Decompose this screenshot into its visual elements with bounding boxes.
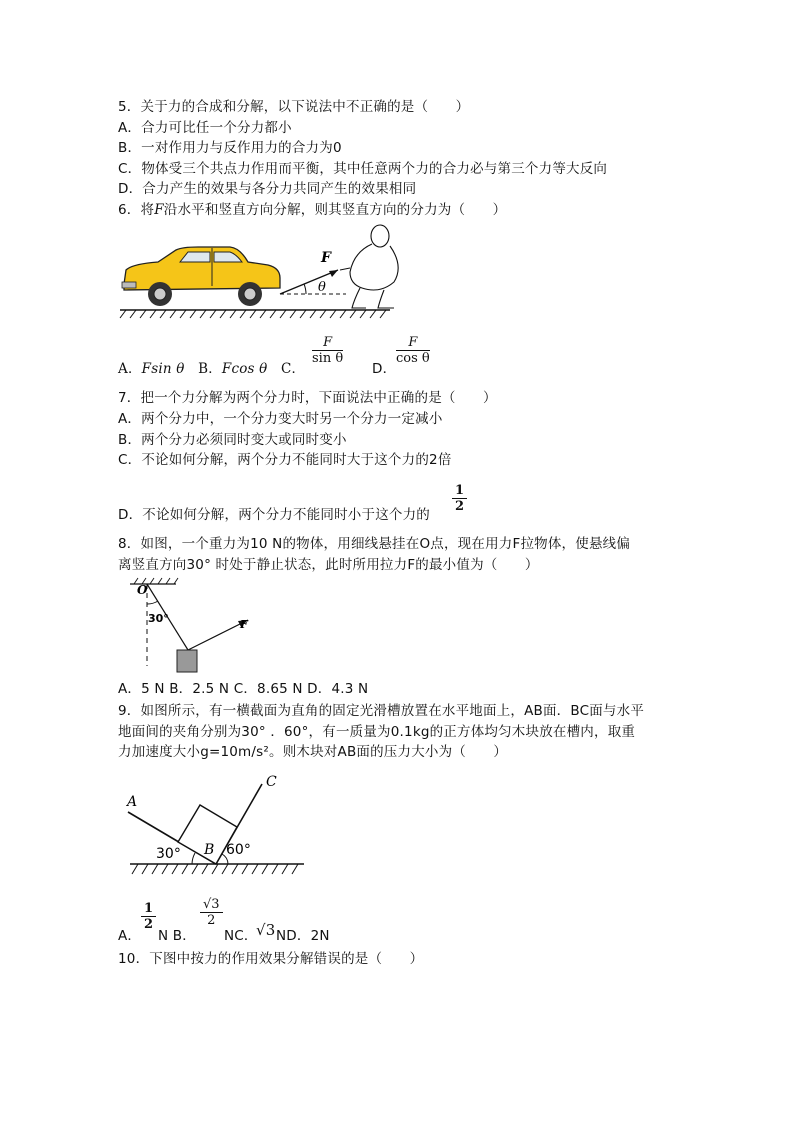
q9-line3: 力加速度大小g=10m/s²。则木块对AB面的压力大小为（ ）	[118, 744, 508, 760]
q7-option-c: C．不论如何分解，两个分力不能同时大于这个力的2倍	[118, 452, 452, 468]
q9-option-a-label: A．	[118, 928, 142, 944]
q6-options-ab: A．Fsin θ B．Fcos θ C．	[118, 361, 306, 377]
q6-stem: 6．将F沿水平和竖直方向分解，则其竖直方向的分力为（ ）	[118, 202, 507, 218]
q9-option-b-fraction: $\frac{√3}{2}$	[200, 897, 223, 928]
q8-force-label: F	[240, 618, 248, 631]
q9-option-b-label: N B．	[158, 928, 196, 944]
q9-option-a-fraction: $\frac{1}{2}$	[141, 901, 156, 932]
q9-line1: 9．如图所示，有一横截面为直角的固定光滑槽放置在水平地面上，AB面．BC面与水平	[118, 703, 645, 719]
q7-option-d: D．不论如何分解，两个分力不能同时小于这个力的	[118, 507, 430, 523]
q9-option-d: ND．2N	[276, 928, 330, 944]
car-icon	[122, 247, 280, 306]
q5-option-b: B．一对作用力与反作用力的合力为0	[118, 140, 342, 156]
q8-options: A．5 N B．2.5 N C．8.65 N D．4.3 N	[118, 681, 369, 697]
q5-stem: 5．关于力的合成和分解，以下说法中不正确的是（ ）	[118, 99, 470, 115]
q8-line1: 8．如图，一个重力为10 N的物体，用细线悬挂在O点，现在用力F拉物体，使悬线偏	[118, 536, 631, 552]
q9-option-c-label: NC．	[224, 928, 258, 944]
q8-point-o-label: O	[137, 583, 148, 597]
person-icon	[340, 225, 398, 308]
q9-point-a-label: A	[127, 794, 138, 810]
q7-stem: 7．把一个力分解为两个分力时，下面说法中正确的是（ ）	[118, 390, 497, 406]
q9-line2: 地面间的夹角分别为30° ．60°，有一质量为0.1kg的正方体均匀木块放在槽内，取重	[118, 724, 636, 740]
q6-option-d-label: D．	[372, 361, 397, 377]
q10-stem: 10．下图中按力的作用效果分解错误的是（ ）	[118, 951, 424, 967]
q9-option-c-value: √3	[256, 921, 276, 939]
q6-car-figure	[118, 222, 398, 320]
q7-option-d-fraction: $\frac{1}{2}$	[452, 483, 467, 514]
q8-pendulum-figure	[130, 578, 270, 678]
q9-point-b-label: B	[204, 842, 215, 858]
q8-angle-label: 30°	[148, 612, 169, 625]
q6-option-d-fraction: $\frac{F}{\text{cos θ}}$	[396, 335, 430, 366]
q5-option-d: D．合力产生的效果与各分力共同产生的效果相同	[118, 181, 417, 197]
q8-line2: 离竖直方向30° 时处于静止状态，此时所用拉力F的最小值为（ ）	[118, 557, 539, 573]
q9-point-c-label: C	[266, 774, 277, 790]
q5-option-c: C．物体受三个共点力作用而平衡，其中任意两个力的合力必与第三个力等大反向	[118, 161, 608, 177]
q7-option-b: B．两个分力必须同时变大或同时变小	[118, 432, 347, 448]
q9-groove-figure	[124, 770, 310, 878]
q9-angle-30-label: 30°	[156, 846, 181, 862]
q7-option-a: A．两个分力中，一个分力变大时另一个分力一定减小	[118, 411, 443, 427]
q6-force-label: F	[321, 250, 331, 266]
q6-option-c-fraction: $\frac{F}{\text{sin θ}}$	[312, 335, 344, 366]
q5-option-a: A．合力可比任一个分力都小	[118, 120, 292, 136]
q9-angle-60-label: 60°	[226, 842, 251, 858]
q6-angle-label: θ	[318, 280, 326, 295]
